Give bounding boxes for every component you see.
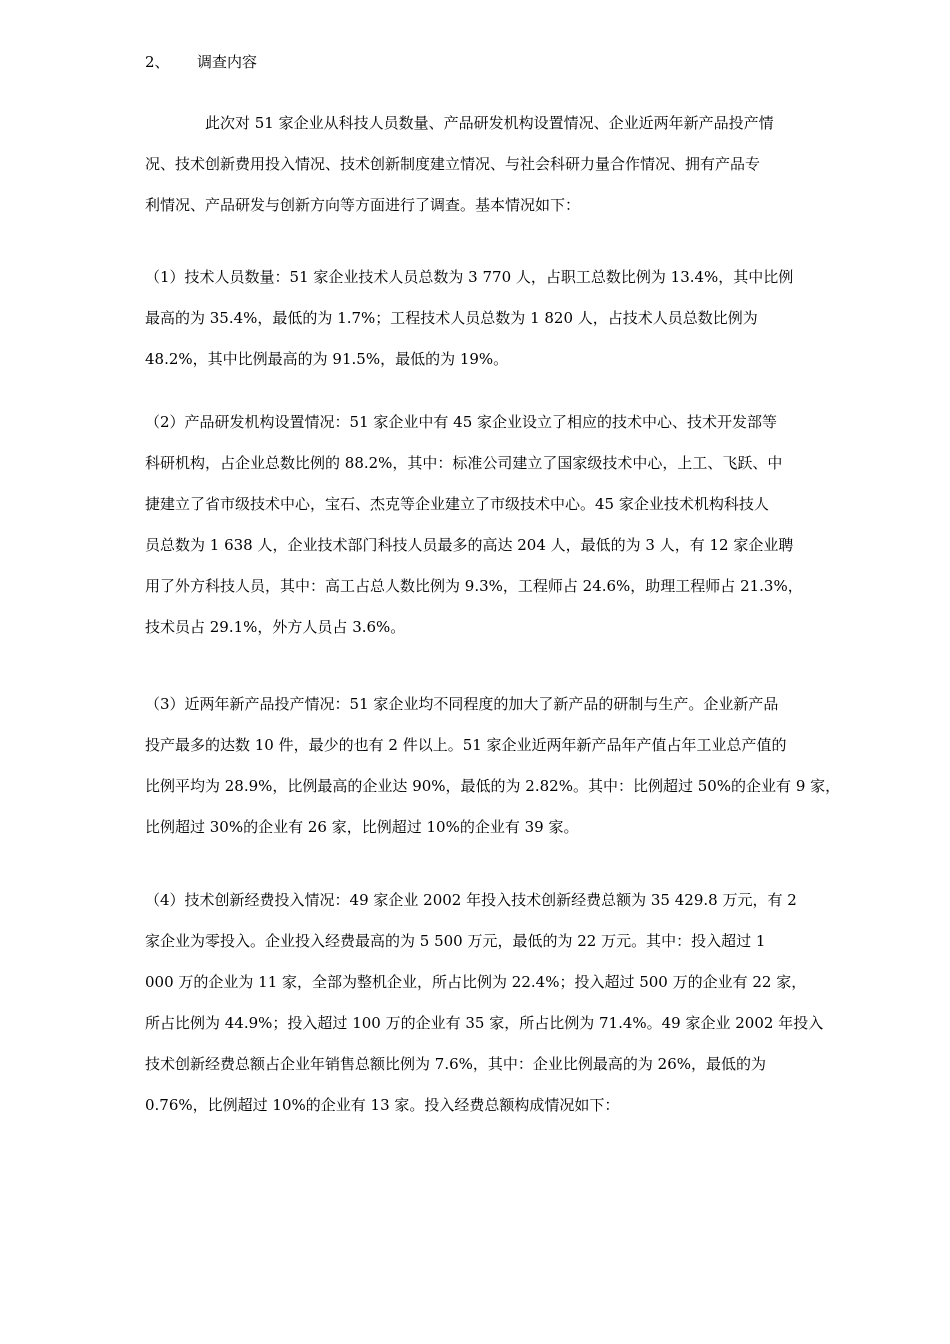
paragraph-line: 0.76%，比例超过 10%的企业有 13 家。投入经费总额构成情况如下： <box>145 1096 620 1114</box>
paragraph-line: 员总数为 1 638 人，企业技术部门科技人员最多的高达 204 人，最低的为 3 人，有 12 家企业聘 <box>145 536 794 554</box>
paragraph-line: （4）技术创新经费投入情况：49 家企业 2002 年投入技术创新经费总额为 35 429.8 万元，有 2 <box>145 891 797 909</box>
item-1-technical-staff-paragraph <box>145 257 890 380</box>
section-title: 调查内容 <box>197 53 258 71</box>
paragraph-line: 捷建立了省市级技术中心，宝石、杰克等企业建立了市级技术中心。45 家企业技术机构科技人 <box>145 495 769 513</box>
intro-paragraph <box>145 103 890 226</box>
item-4-innovation-funding-paragraph <box>145 880 890 1126</box>
paragraph-line: 000 万的企业为 11 家，全部为整机企业，所占比例为 22.4%；投入超过 500 万的企业有 22 家， <box>145 973 807 991</box>
paragraph-line: （2）产品研发机构设置情况：51 家企业中有 45 家企业设立了相应的技术中心、技术开发部等 <box>145 413 778 431</box>
paragraph-line: 此次对 51 家企业从科技人员数量、产品研发机构设置情况、企业近两年新产品投产情 <box>205 114 774 132</box>
paragraph-line: 投产最多的达数 10 件，最少的也有 2 件以上。51 家企业近两年新产品年产值占年工业总产值的 <box>145 736 787 754</box>
section-heading <box>145 50 257 74</box>
paragraph-line: 技术员占 29.1%，外方人员占 3.6%。 <box>145 618 406 636</box>
paragraph-line: 48.2%，其中比例最高的为 91.5%，最低的为 19%。 <box>145 350 509 368</box>
paragraph-line: （3）近两年新产品投产情况：51 家企业均不同程度的加大了新产品的研制与生产。企业新产品 <box>145 695 779 713</box>
paragraph-line: 况、技术创新费用投入情况、技术创新制度建立情况、与社会科研力量合作情况、拥有产品专 <box>145 155 761 173</box>
section-number: 2、 <box>145 53 170 71</box>
paragraph-line: 比例超过 30%的企业有 26 家，比例超过 10%的企业有 39 家。 <box>145 818 579 836</box>
paragraph-line: （1）技术人员数量：51 家企业技术人员总数为 3 770 人，占职工总数比例为 13.4%，其中比例 <box>145 268 794 286</box>
paragraph-line: 家企业为零投入。企业投入经费最高的为 5 500 万元，最低的为 22 万元。其中：投入超过 1 <box>145 932 766 950</box>
paragraph-line: 最高的为 35.4%，最低的为 1.7%；工程技术人员总数为 1 820 人，占技术人员总数比例为 <box>145 309 758 327</box>
paragraph-line: 比例平均为 28.9%，比例最高的企业达 90%，最低的为 2.82%。其中：比例超过 50%的企业有 9 家， <box>145 777 841 795</box>
paragraph-line: 所占比例为 44.9%；投入超过 100 万的企业有 35 家，所占比例为 71.4%。49 家企业 2002 年投入 <box>145 1014 824 1032</box>
paragraph-line: 利情况、产品研发与创新方向等方面进行了调查。基本情况如下： <box>145 196 581 214</box>
paragraph-line: 用了外方科技人员，其中：高工占总人数比例为 9.3%，工程师占 24.6%，助理工程师占 21.3%， <box>145 577 803 595</box>
item-2-rd-institutions-paragraph <box>145 402 890 648</box>
paragraph-line: 科研机构，占企业总数比例的 88.2%，其中：标准公司建立了国家级技术中心，上工、飞跃、中 <box>145 454 783 472</box>
item-3-new-products-paragraph <box>145 684 890 848</box>
paragraph-line: 技术创新经费总额占企业年销售总额比例为 7.6%，其中：企业比例最高的为 26%，最低的为 <box>145 1055 766 1073</box>
